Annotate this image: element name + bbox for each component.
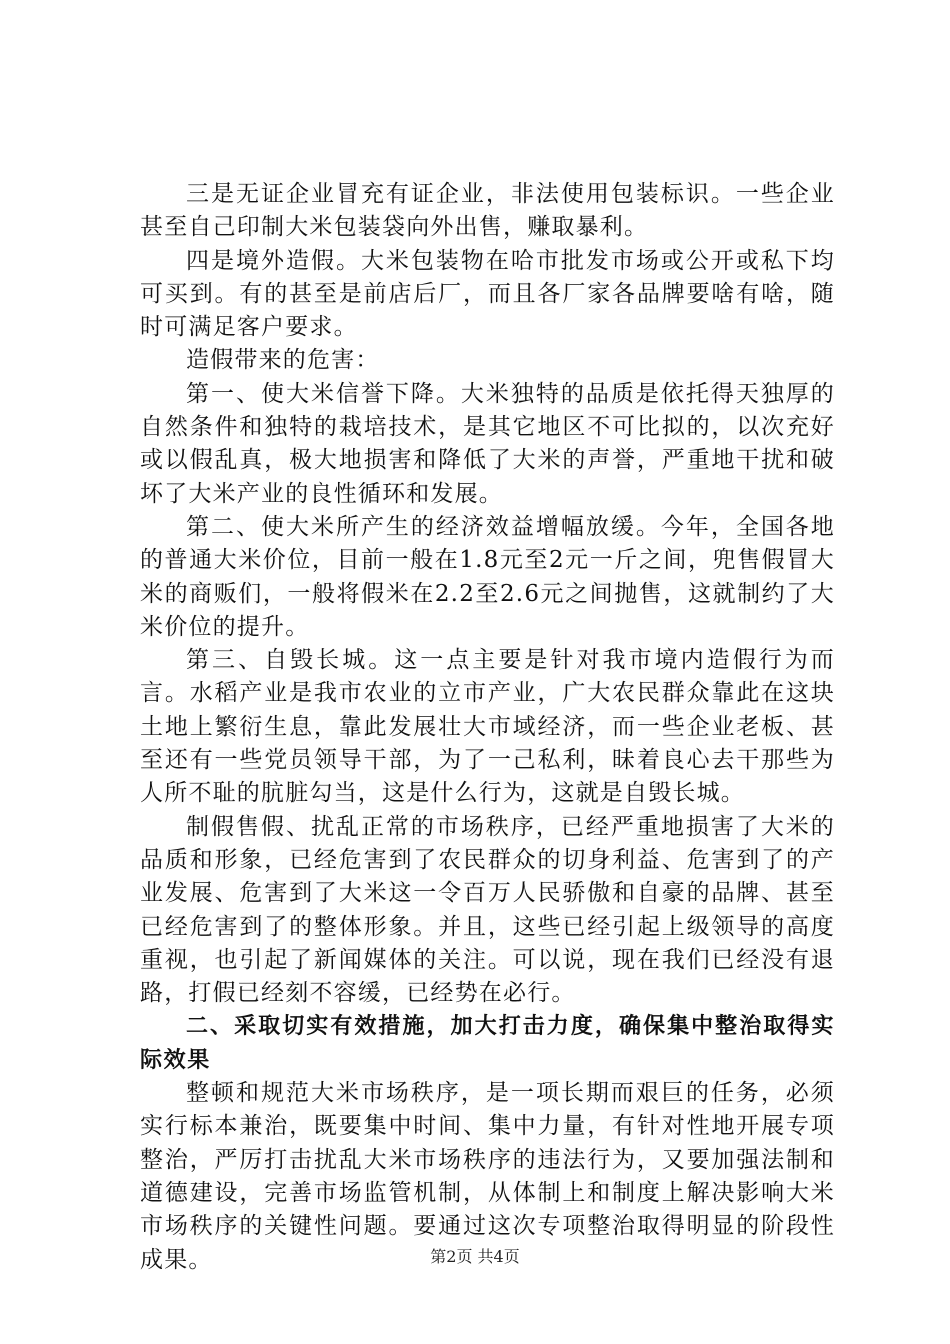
paragraph-overseas-counterfeit: 四是境外造假。大米包装物在哈市批发市场或公开或私下均可买到。有的甚至是前店后厂，而且各厂家各品牌要啥有啥，随时可满足客户要求。 [140, 247, 835, 341]
section-heading-measures: 二、采取切实有效措施，加大打击力度，确保集中整治取得实际效果 [140, 1014, 835, 1073]
paragraph-rectification: 整顿和规范大米市场秩序，是一项长期而艰巨的任务，必须实行标本兼治，既要集中时间、集中力量，有针对性地开展专项整治，严厉打击扰乱大米市场秩序的违法行为，又要加强法制和道德建设，完善市场监管机制，从体制上和制度上解决影响大米市场秩序的关键性问题。要通过这次专项整治取得明显的阶段性成果。 [140, 1080, 835, 1273]
page-footer [0, 1244, 950, 1267]
paragraph-harm-intro: 造假带来的危害： [186, 347, 380, 374]
page-number: 第2页 共4页 [430, 1247, 520, 1266]
paragraph-market-order: 制假售假、扰乱正常的市场秩序，已经严重地损害了大米的品质和形象，已经危害到了农民群众的切身利益、危害到了的产业发展、危害到了大米这一令百万人民骄傲和自豪的品牌、甚至已经危害到了的整体形象。并且，这些已经引起上级领导的高度重视，也引起了新闻媒体的关注。可以说，现在我们已经没有退路，打假已经刻不容缓，已经势在必行。 [140, 813, 835, 1007]
paragraph-unlicensed-enterprises: 三是无证企业冒充有证企业，非法使用包装标识。一些企业甚至自己印制大米包装袋向外出售，赚取暴利。 [140, 181, 835, 241]
paragraph-harm-reputation: 第一、使大米信誉下降。大米独特的品质是依托得天独厚的自然条件和独特的栽培技术，是其它地区不可比拟的，以次充好或以假乱真，极大地损害和降低了大米的声誉，严重地干扰和破坏了大米产业的良性循环和发展。 [140, 380, 835, 507]
paragraph-harm-economic: 第二、使大米所产生的经济效益增幅放缓。今年，全国各地的普通大米价位，目前一般在1.8元至2元一斤之间，兜售假冒大米的商贩们，一般将假米在2.2至2.6元之间抛售，这就制约了大米价位的提升。 [140, 513, 835, 640]
paragraph-harm-self-destruction: 第三、自毁长城。这一点主要是针对我市境内造假行为而言。水稻产业是我市农业的立市产业，广大农民群众靠此在这块土地上繁衍生息，靠此发展壮大市域经济，而一些企业老板、甚至还有一些党员领导干部，为了一己私利，昧着良心去干那些为人所不耻的肮脏勾当，这是什么行为，这就是自毁长城。 [140, 647, 835, 807]
document-body [140, 178, 835, 1277]
